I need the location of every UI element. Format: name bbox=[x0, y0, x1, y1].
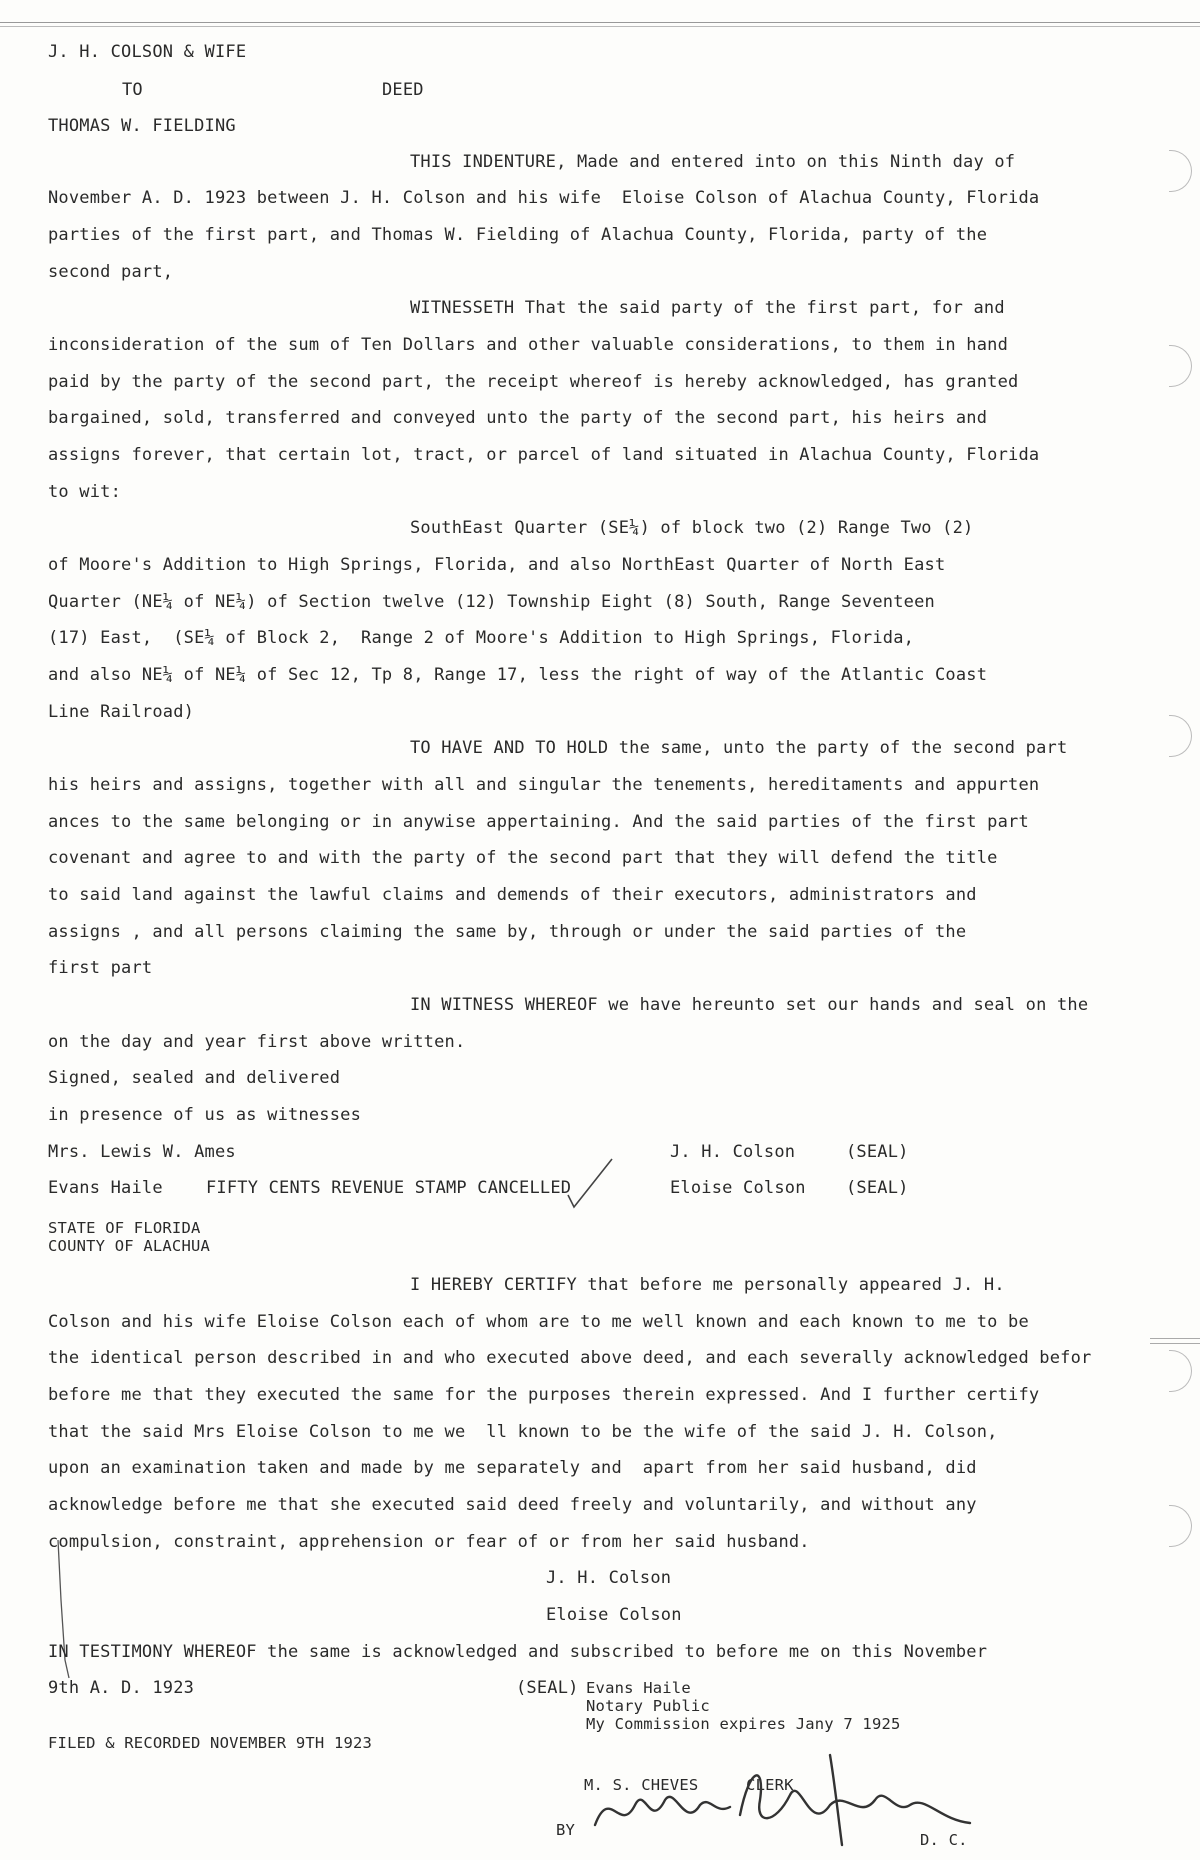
seal-mark: (SEAL) bbox=[846, 1178, 909, 1198]
signer-name: J. H. Colson bbox=[670, 1142, 796, 1162]
body-line: November A. D. 1923 between J. H. Colson and his wife Eloise Colson of Alachua County, Florida bbox=[48, 188, 1040, 208]
body-line: paid by the party of the second part, the receipt whereof is hereby acknowledged, has granted bbox=[48, 372, 1019, 392]
to-heading: TO bbox=[122, 80, 143, 100]
body-line: to wit: bbox=[48, 482, 122, 502]
acknowledger-name: J. H. Colson bbox=[546, 1568, 672, 1588]
certificate-line: upon an examination taken and made by me separately and apart from her said husband, did bbox=[48, 1458, 977, 1478]
grantors-heading: J. H. COLSON & WIFE bbox=[48, 42, 247, 62]
certificate-line: Colson and his wife Eloise Colson each of whom are to me well known and each known to me to be bbox=[48, 1312, 1029, 1332]
witness-name: Evans Haile bbox=[48, 1178, 163, 1198]
body-line: in presence of us as witnesses bbox=[48, 1105, 362, 1125]
body-line: assigns forever, that certain lot, tract, or parcel of land situated in Alachua County, Florida bbox=[48, 445, 1040, 465]
certificate-line: that the said Mrs Eloise Colson to me we ll known to be the wife of the said J. H. Colson, bbox=[48, 1422, 998, 1442]
certificate-line: before me that they executed the same for the purposes therein expressed. And I further certify bbox=[48, 1385, 1040, 1405]
body-line: bargained, sold, transferred and conveyed unto the party of the second part, his heirs and bbox=[48, 408, 988, 428]
edge-rule bbox=[1150, 1338, 1200, 1344]
acknowledger-name: Eloise Colson bbox=[546, 1605, 682, 1625]
punch-hole bbox=[1169, 1505, 1192, 1547]
punch-hole bbox=[1169, 150, 1192, 192]
testimony-line: IN TESTIMONY WHEREOF the same is acknowledged and subscribed to before me on this November bbox=[48, 1642, 988, 1662]
body-line: on the day and year first above written. bbox=[48, 1032, 466, 1052]
body-line: covenant and agree to and with the party of the second part that they will defend the title bbox=[48, 848, 998, 868]
body-line: THIS INDENTURE, Made and entered into on this Ninth day of bbox=[410, 152, 1016, 172]
body-line: Quarter (NE¼ of NE¼) of Section twelve (12) Township Eight (8) South, Range Seventeen bbox=[48, 592, 935, 612]
venue-state: STATE OF FLORIDA bbox=[48, 1219, 201, 1237]
handwritten-signature bbox=[590, 1745, 990, 1855]
certificate-line: acknowledge before me that she executed said deed freely and voluntarily, and without any bbox=[48, 1495, 977, 1515]
body-line: parties of the first part, and Thomas W. Fielding of Alachua County, Florida, party of the bbox=[48, 225, 988, 245]
body-line: his heirs and assigns, together with all and singular the tenements, hereditaments and appurten bbox=[48, 775, 1040, 795]
clerk-name: M. S. CHEVES CLERK bbox=[584, 1776, 794, 1794]
certificate-line: I HEREBY CERTIFY that before me personally appeared J. H. bbox=[410, 1275, 1005, 1295]
body-line: of Moore's Addition to High Springs, Florida, and also NorthEast Quarter of North East bbox=[48, 555, 946, 575]
body-line: TO HAVE AND TO HOLD the same, unto the party of the second part bbox=[410, 738, 1068, 758]
body-line: and also NE¼ of NE¼ of Sec 12, Tp 8, Range 17, less the right of way of the Atlantic Coast bbox=[48, 665, 988, 685]
body-line: Line Railroad) bbox=[48, 702, 195, 722]
top-rule bbox=[0, 22, 1200, 27]
body-line: second part, bbox=[48, 262, 174, 282]
body-line: assigns , and all persons claiming the same by, through or under the said parties of the bbox=[48, 922, 967, 942]
body-line: to said land against the lawful claims and demends of their executors, administrators and bbox=[48, 885, 977, 905]
body-line: SouthEast Quarter (SE¼) of block two (2) Range Two (2) bbox=[410, 518, 974, 538]
witness-name: Mrs. Lewis W. Ames bbox=[48, 1142, 236, 1162]
checkmark-icon bbox=[560, 1155, 620, 1210]
revenue-stamp-note: FIFTY CENTS REVENUE STAMP CANCELLED bbox=[206, 1178, 572, 1198]
punch-hole bbox=[1169, 1350, 1192, 1392]
body-line: first part bbox=[48, 958, 153, 978]
signer-name: Eloise Colson bbox=[670, 1178, 806, 1198]
body-line: Signed, sealed and delivered bbox=[48, 1068, 341, 1088]
certificate-line: compulsion, constraint, apprehension or fear of or from her said husband. bbox=[48, 1532, 810, 1552]
notary-title: Notary Public bbox=[586, 1697, 710, 1715]
venue-county: COUNTY OF ALACHUA bbox=[48, 1237, 211, 1255]
testimony-date: 9th A. D. 1923 bbox=[48, 1678, 195, 1698]
punch-hole bbox=[1169, 345, 1192, 387]
body-line: inconsideration of the sum of Ten Dollars and other valuable considerations, to them in hand bbox=[48, 335, 1009, 355]
deed-heading: DEED bbox=[382, 80, 424, 100]
filing-record: FILED & RECORDED NOVEMBER 9TH 1923 bbox=[48, 1734, 373, 1752]
punch-hole bbox=[1169, 715, 1192, 757]
notary-seal: (SEAL) bbox=[516, 1678, 579, 1698]
notary-commission: My Commission expires Jany 7 1925 bbox=[586, 1715, 901, 1733]
certificate-line: the identical person described in and who executed above deed, and each severally acknowledged befor bbox=[48, 1348, 1092, 1368]
notary-name: Evans Haile bbox=[586, 1679, 691, 1697]
grantee-heading: THOMAS W. FIELDING bbox=[48, 116, 236, 136]
body-line: ances to the same belonging or in anywise appertaining. And the said parties of the first part bbox=[48, 812, 1029, 832]
body-line: IN WITNESS WHEREOF we have hereunto set our hands and seal on the bbox=[410, 995, 1089, 1015]
seal-mark: (SEAL) bbox=[846, 1142, 909, 1162]
deputy-clerk-label: D. C. bbox=[920, 1831, 968, 1849]
body-line: WITNESSETH That the said party of the first part, for and bbox=[410, 298, 1005, 318]
by-label: BY bbox=[556, 1821, 576, 1839]
body-line: (17) East, (SE¼ of Block 2, Range 2 of Moore's Addition to High Springs, Florida, bbox=[48, 628, 915, 648]
